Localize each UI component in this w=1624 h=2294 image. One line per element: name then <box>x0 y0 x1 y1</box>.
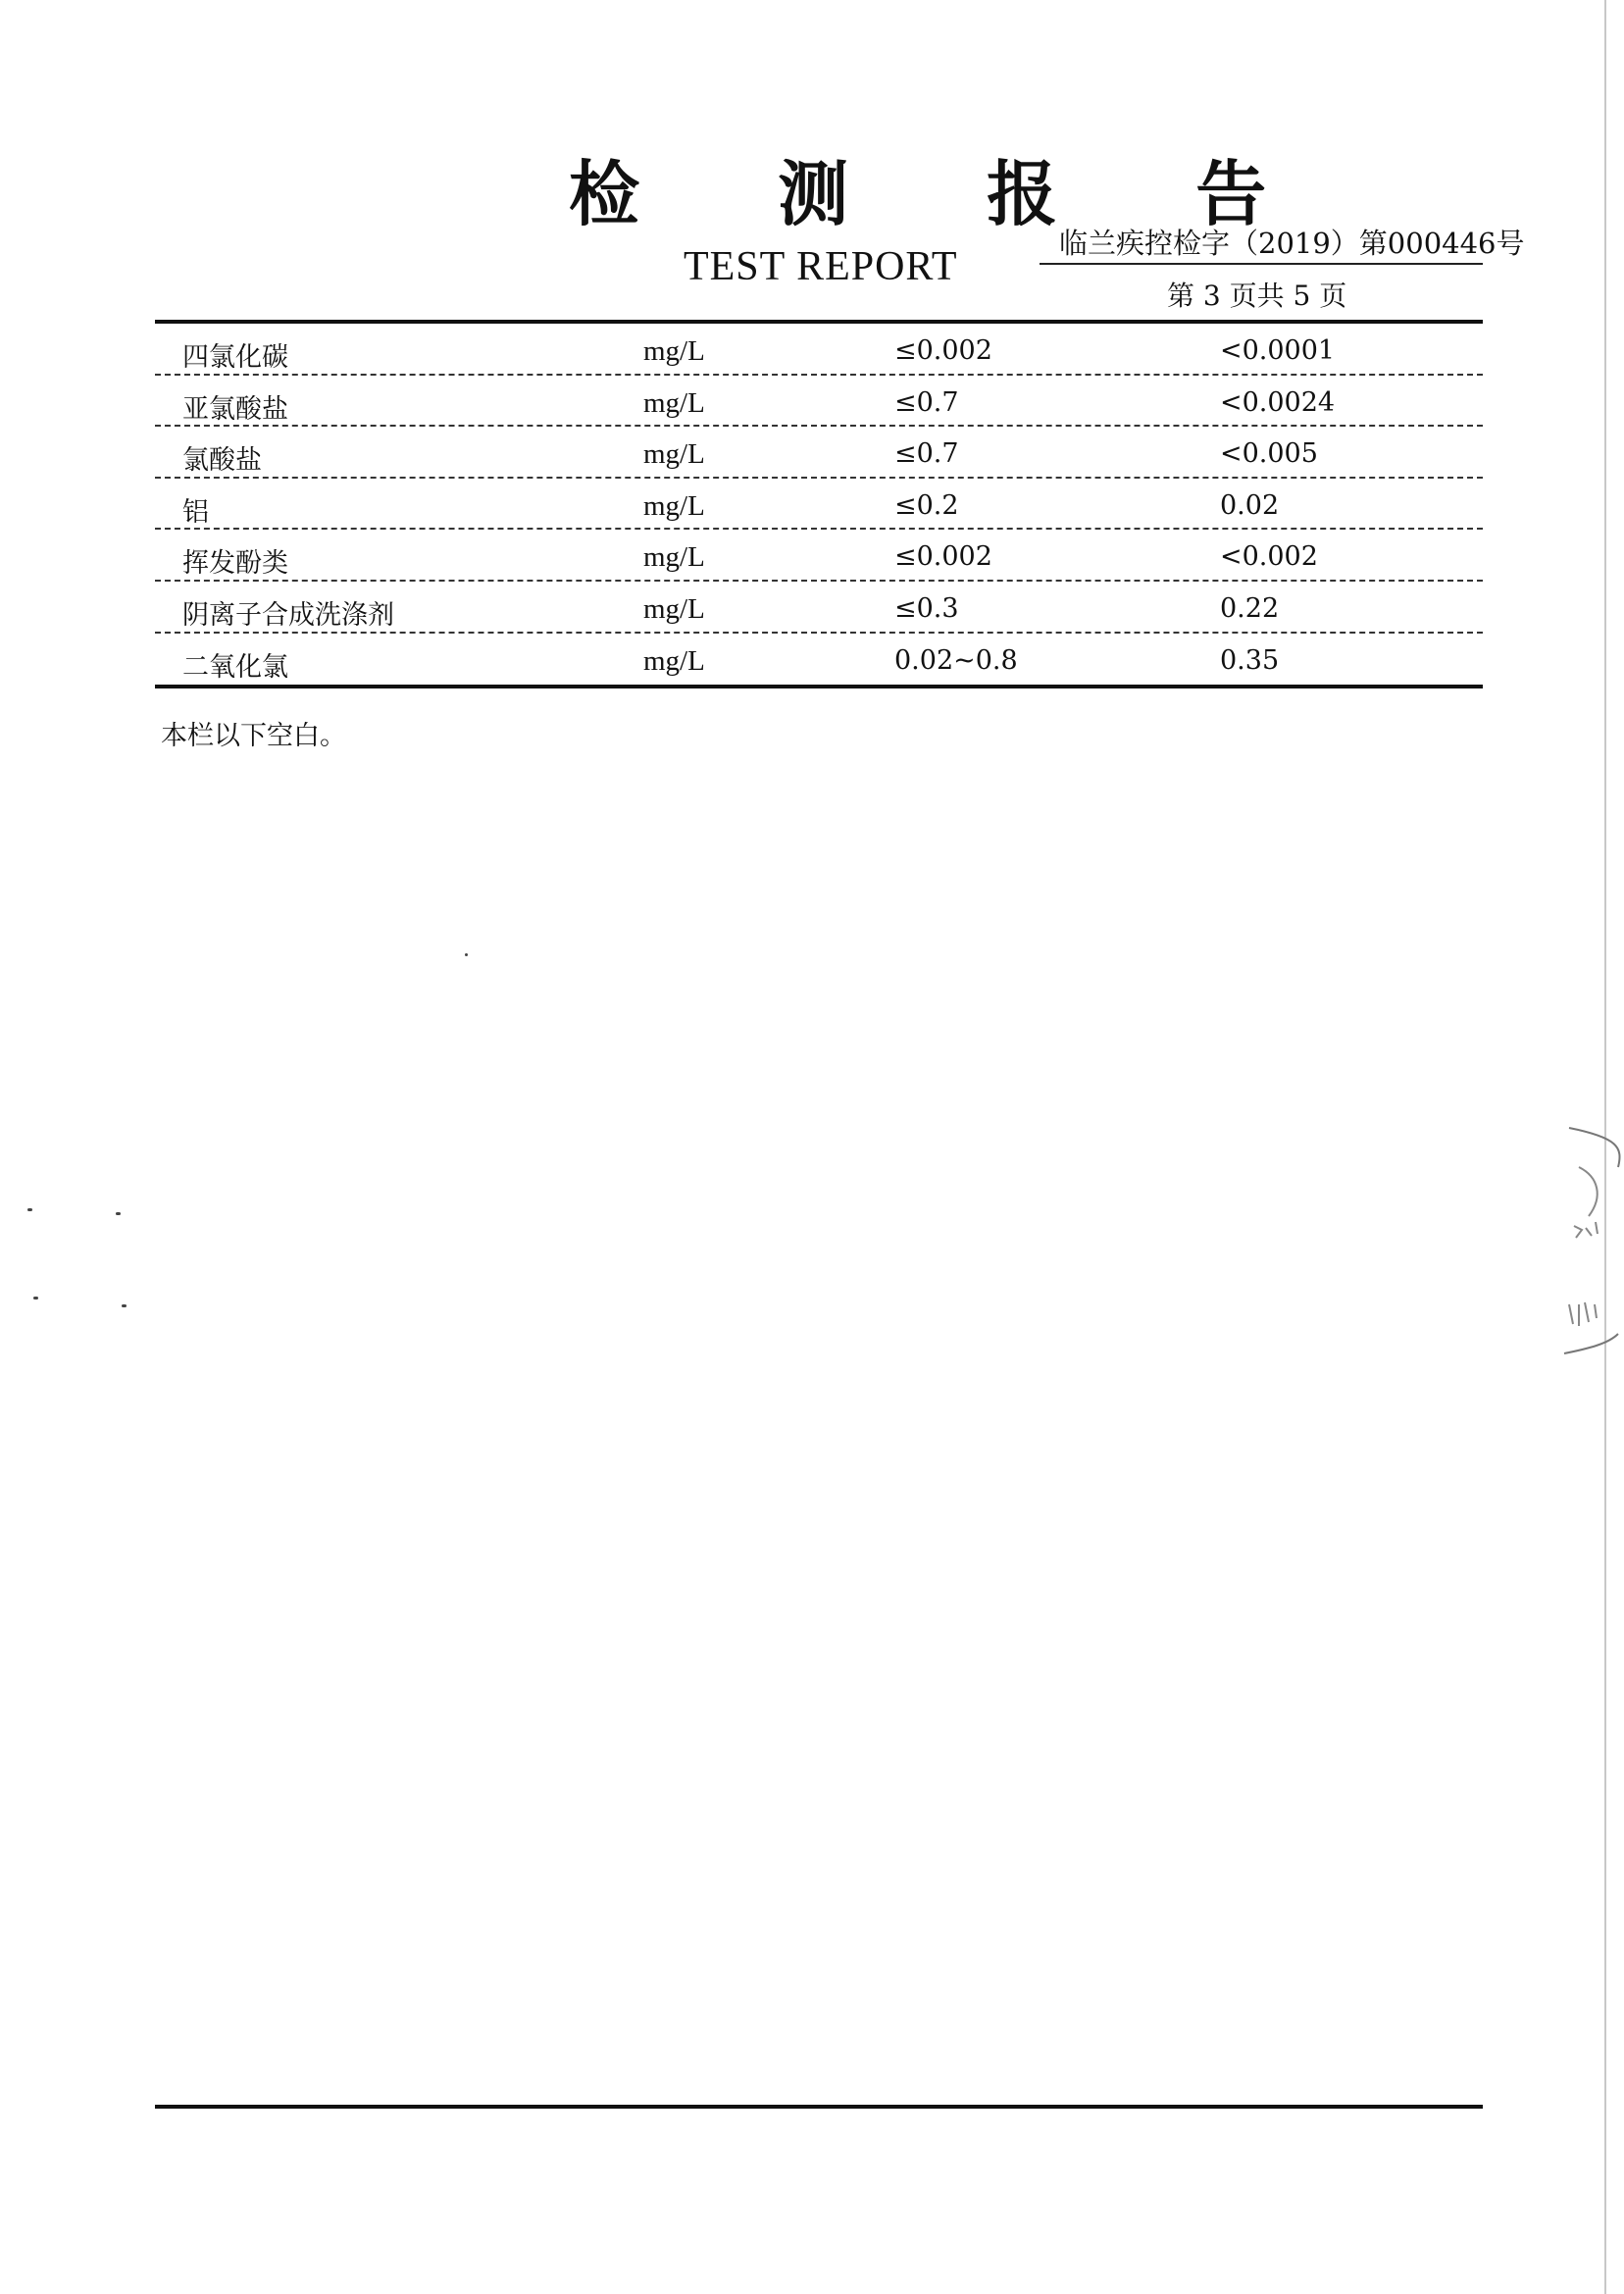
table-row <box>155 427 1483 479</box>
blank-below-note: 本栏以下空白。 <box>161 721 346 751</box>
row-item: 二氧化氯 <box>182 651 288 683</box>
results-table <box>155 320 1483 688</box>
partial-seal-stamp <box>1549 1108 1624 1393</box>
table-row <box>155 376 1483 428</box>
page-info: 第 3 页共 5 页 <box>1167 280 1347 312</box>
row-unit: mg/L <box>643 592 705 625</box>
row-item: 氯酸盐 <box>182 445 262 477</box>
scan-speck <box>27 1208 32 1211</box>
row-limit: ≤0.002 <box>894 541 992 573</box>
row-limit: ≤0.002 <box>894 335 992 366</box>
scan-speck <box>116 1212 121 1215</box>
row-unit: mg/L <box>643 438 705 471</box>
table-row <box>155 582 1483 634</box>
row-item: 铝 <box>182 496 209 528</box>
row-result: 0.35 <box>1220 644 1280 676</box>
row-result: <0.0024 <box>1220 386 1336 418</box>
row-result: <0.002 <box>1220 541 1318 573</box>
table-row <box>155 530 1483 582</box>
table-row <box>155 324 1483 376</box>
row-limit: ≤0.7 <box>894 386 959 418</box>
row-limit: ≤0.3 <box>894 592 959 624</box>
row-item: 挥发酚类 <box>182 548 288 580</box>
row-result: 0.02 <box>1220 489 1280 521</box>
row-limit: 0.02~0.8 <box>894 644 1018 676</box>
row-item: 亚氯酸盐 <box>182 393 288 425</box>
row-unit: mg/L <box>643 644 705 677</box>
page-subtitle: TEST REPORT <box>684 244 958 289</box>
table-row <box>155 479 1483 531</box>
row-unit: mg/L <box>643 541 705 574</box>
row-result: 0.22 <box>1220 592 1280 624</box>
report-number: 临兰疾控检字（2019）第000446号 <box>1059 227 1525 260</box>
scan-speck <box>122 1304 127 1307</box>
page-title: 检 测 报 告 <box>569 152 1324 235</box>
scan-speck <box>465 953 468 956</box>
table-row <box>155 634 1483 686</box>
report-number-underline <box>1040 263 1483 265</box>
footer-rule <box>155 2105 1483 2109</box>
row-limit: ≤0.7 <box>894 438 959 470</box>
row-item: 四氯化碳 <box>182 342 288 373</box>
row-unit: mg/L <box>643 489 705 522</box>
row-result: <0.005 <box>1220 438 1318 470</box>
scan-speck <box>33 1297 38 1300</box>
row-result: <0.0001 <box>1220 335 1336 366</box>
row-limit: ≤0.2 <box>894 489 959 521</box>
row-item: 阴离子合成洗涤剂 <box>182 599 394 631</box>
row-unit: mg/L <box>643 386 705 419</box>
row-unit: mg/L <box>643 335 705 367</box>
